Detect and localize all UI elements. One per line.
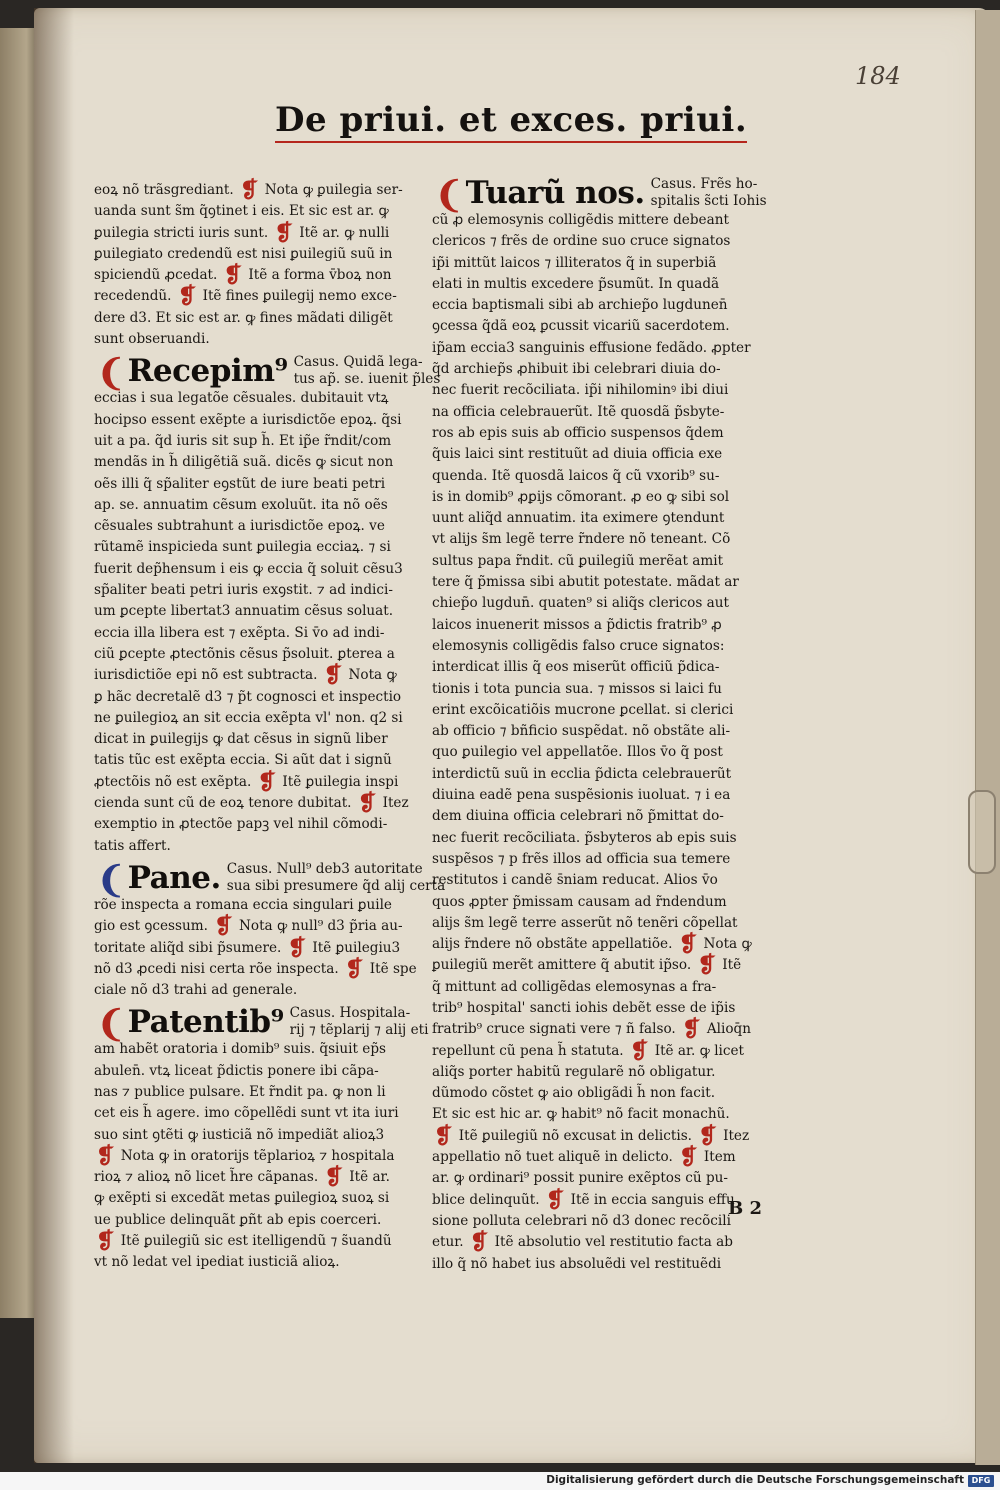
text-line: vt alijs s̃m legẽ terre r̃ndere nõ teneant. Cõ [432, 531, 731, 548]
text-line: Et sic est hic ar. ꝙ habit⁹ nõ facit monachũ. [432, 1106, 730, 1123]
text-line: am habẽt oratoria i domib⁹ suis. q̃siuit ep̃s [94, 1041, 387, 1058]
text-line: quo ꝑuilegio vel appellatõe. Illos v̄o q̃ post [432, 744, 723, 761]
casus-heading [290, 1005, 429, 1039]
running-head: De priui. et exces. priui. [275, 100, 747, 143]
text-line: ꝓtectõis nõ est exẽpta. ❡ Itẽ ꝑuilegia inspi [94, 768, 399, 795]
rubric-mark: ❨ [434, 174, 464, 216]
text-line: interdictũ suũ in ecclia p̃dicta celebrauerũt [432, 765, 732, 782]
text-line: sp̃aliter beati petri iuris exꝯstit. ⁊ ad indici- [94, 582, 393, 599]
text-line: dem diuina officia celebrari nõ p̃mittat do- [432, 808, 724, 825]
incipit-tuarum [432, 174, 772, 216]
text-line: sione polluta celebrari nõ d3 donec recõcili [432, 1212, 731, 1229]
paragraph-mark: ❡ [287, 934, 307, 961]
text-line: eccia baptismali sibi ab archiep̃o lugdunen̄ [432, 297, 728, 314]
incipit-pane [94, 858, 446, 901]
text-line: iurisdictiõe epi nõ est subtracta. ❡ Nota ꝙ [94, 662, 397, 689]
paragraph-mark: ❡ [239, 177, 259, 203]
tuarum-text [432, 210, 772, 1275]
incipit-word: Tuarũ nos. [465, 175, 645, 211]
paragraph-mark: ❡ [679, 1144, 698, 1171]
paragraph-mark: ❡ [678, 931, 698, 958]
casus-line: Casus. Frẽs ho- [650, 176, 758, 192]
text-line: ciũ ꝑcepte ꝓtectõnis cẽsus p̃soluit. ꝑterea a [94, 645, 395, 662]
rubric-mark: ❨ [96, 858, 126, 901]
signature-mark: B 2 [728, 1198, 763, 1219]
text-line: q̃d archiep̃s ꝓhibuit ibi celebrari diuia do- [432, 361, 721, 378]
text-line: ꝑuilegiato credendũ est nisi ꝑuilegiũ suũ in [94, 245, 393, 262]
text-line: vt nõ ledat vel ipediat iusticiã alioꝝ. [94, 1254, 340, 1271]
text-line: etur. ❡ Itẽ absolutio vel restitutio facta ab [432, 1229, 733, 1256]
paragraph-mark: ❡ [629, 1037, 649, 1064]
text-line: rõe inspecta a romana eccia singulari ꝑuile [94, 896, 392, 913]
text-line: cũ ꝓ elemosynis colligẽdis mittere debeant [432, 212, 729, 228]
folio-number: 184 [855, 62, 901, 90]
footer-bar [0, 1472, 1000, 1490]
casus-line: Casus. Hospitala- [289, 1005, 411, 1022]
paragraph-mark: ❡ [357, 790, 377, 817]
text-line: ꝑuilegiũ merẽt amittere q̃ abutit ip̃so. ❡ Itẽ [432, 952, 742, 979]
text-line: oẽs illi q̃ sp̃aliter eꝯstũt de iure beati petri [94, 475, 386, 492]
text-line: nas ⁊ publice pulsare. Et r̃ndit pa. ꝙ non li [94, 1083, 386, 1100]
incipit-word: Patentib⁹ [127, 1004, 284, 1041]
text-line: trib⁹ hospital' sancti iohis debẽt esse de ip̃is [432, 999, 736, 1016]
text-line: exemptio in ꝓtectõe papꝫ vel nihil cõmodi- [94, 816, 388, 833]
text-line: eccia illa libera est ⁊ exẽpta. Si v̄o ad indi- [94, 624, 385, 641]
casus-heading [651, 176, 767, 210]
text-line: repellunt cũ pena h̃ statuta. ❡ Itẽ ar. ꝙ licet [432, 1037, 745, 1064]
casus-line: Casus. Quidã lega- [293, 354, 423, 371]
text-line: ꝑ hãc decretalẽ d3 ⁊ p̃t cognosci et inspectio [94, 688, 402, 705]
text-line: ap. se. annuatim cẽsum exoluũt. ita nõ oẽs [94, 496, 388, 513]
text-line: ❡ Itẽ ꝑuilegiũ sic est itelligendũ ⁊ s̃uandũ [96, 1228, 392, 1255]
rubric-mark: ❨ [96, 352, 126, 395]
text-line: tionis i tota puncia sua. ⁊ missos si laici fu [432, 680, 722, 697]
text-line: eccias i sua legatõe cẽsuales. dubitauit vtꝝ [94, 390, 389, 407]
paragraph-mark: ❡ [697, 952, 716, 979]
text-line: aliq̃s porter habitũ regularẽ nõ obligatur. [432, 1063, 716, 1080]
text-line: cet eis h̃ agere. imo cõpellẽdi sunt vt ita iuri [94, 1105, 399, 1122]
casus-line: spitalis s̃cti Iohis [650, 193, 767, 209]
text-line: laicos inuenerit missos a p̃dictis fratrib⁹ ꝓ [432, 616, 722, 633]
text-line: is in domib⁹ ꝓꝑijs cõmorant. ꝓ eo ꝙ sibi sol [432, 488, 730, 505]
paragraph-mark: ❡ [177, 283, 197, 310]
dfg-logo: DFG [968, 1475, 994, 1487]
casus-heading [227, 861, 445, 895]
paragraph-mark: ❡ [257, 768, 277, 795]
text-line: erint excõicatiõis mucrone ꝑcellat. si clerici [432, 701, 734, 718]
text-line: suo sint ꝯtẽti ꝙ iusticiã nõ impediãt alioꝝ3 [94, 1126, 385, 1143]
text-line: abulen̄. vtꝝ liceat p̃dictis ponere ibi cãpa- [94, 1062, 379, 1079]
text-line: toritate aliq̃d sibi p̃sumere. ❡ Itẽ ꝑuilegiu3 [94, 934, 401, 961]
text-line: nec fuerit recõciliata. ip̃i nihilominꝰ ibi diui [432, 382, 729, 399]
text-line: ros ab epis suis ab officio suspensos q̃dem [432, 424, 724, 441]
text-line: suspẽsos ⁊ p frẽs illos ad officia sua temere [432, 850, 731, 867]
left-opening-text [94, 177, 426, 350]
text-line: restitutos i candẽ s̄niam reducat. Alios v̄o [432, 872, 718, 889]
text-line: interdicat illis q̃ eos miserũt officiũ p̃dica- [432, 659, 720, 676]
text-line: elati in multis excedere p̃sumũt. In quadã [432, 275, 720, 292]
text-line: spiciendũ ꝓcedat. ❡ Itẽ a forma v̄boꝝ non [94, 262, 392, 289]
text-line: tatis affert. [94, 837, 171, 854]
text-line: dũmodo cõstet ꝙ aio obligãdi h̃ non facit. [432, 1085, 716, 1102]
text-line: tere q̃ p̃missa sibi abutit potestate. mãdat ar [432, 574, 739, 591]
text-line: quenda. Itẽ quosdã laicos q̃ cũ vxorib⁹ su- [432, 467, 720, 484]
fore-edge [975, 10, 1000, 1465]
text-line: cẽsuales subtrahunt a iurisdictõe epoꝝ. ve [94, 518, 385, 535]
text-line: ciale nõ d3 trahi ad generale. [94, 982, 298, 999]
casus-line: rij ⁊ tẽplarij ⁊ alij eti [289, 1022, 429, 1039]
paragraph-mark: ❡ [545, 1186, 565, 1213]
text-line: ꝯcessa q̃dã eoꝝ ꝑcussit vicariũ sacerdotem. [432, 318, 730, 335]
text-line: ❡ Itẽ ꝑuilegiũ nõ excusat in delictis. ❡ Itez [434, 1122, 750, 1149]
text-line: nec fuerit recõciliata. p̃sbyteros ab epis suis [432, 829, 737, 846]
text-line: fratrib⁹ cruce signati vere ⁊ ñ falso. ❡ Alioq̄n [432, 1016, 751, 1043]
text-line: ab officio ⁊ bñficio suspẽdat. nõ obstãte ali- [432, 723, 731, 740]
text-line: alijs s̃m legẽ terre asserũt nõ tenẽri cõpellat [432, 914, 738, 931]
incipit-word: Pane. [127, 859, 221, 896]
text-line: ar. ꝙ ordinari⁹ possit punire exẽptos cũ pu- [432, 1170, 729, 1187]
text-line: um ꝑcepte libertat3 annuatim cẽsus soluat. [94, 603, 394, 620]
text-line: dere d3. Et sic est ar. ꝙ fines mãdati diligẽt [94, 309, 393, 326]
text-line: rũtamẽ inspicieda sunt ꝑuilegia ecciaꝝ. ⁊ si [94, 539, 391, 556]
casus-line: Casus. Null⁹ deb3 autoritate [226, 860, 423, 877]
text-line: q̃ mittunt ad colligẽdas elemosynas a fra- [432, 978, 717, 995]
text-line: appellatio nõ tuet aliquẽ in delicto. ❡ Item [432, 1144, 736, 1171]
paragraph-mark: ❡ [96, 1228, 115, 1255]
left-column [94, 177, 446, 1274]
gutter-shadow [34, 8, 74, 1463]
text-line: sunt obseruandi. [94, 331, 210, 348]
text-line: ip̃am eccia3 sanguinis effusione fedãdo. ꝓpter [432, 339, 751, 356]
text-line: fuerit dep̃hensum i eis ꝙ eccia q̃ soluit cẽsu3 [94, 560, 403, 577]
incipit-patentibus [94, 1003, 429, 1046]
text-line: diuina eadẽ pena suspẽsionis iuoluat. ⁊ i ea [432, 787, 731, 804]
paragraph-mark: ❡ [434, 1122, 453, 1149]
text-line: uunt aliq̃d annuatim. ita eximere ꝯtendunt [432, 510, 725, 527]
text-line: blice delinquũt. ❡ Itẽ in eccia sanguis effu [432, 1186, 735, 1213]
text-line: ip̃i mittũt laicos ⁊ illiteratos q̃ in superbiã [432, 254, 717, 271]
text-line: ❡ Nota ꝙ in oratorijs tẽplarioꝝ ⁊ hospitala [96, 1142, 395, 1169]
text-line: sultus papa r̃ndit. cũ ꝑuilegiũ merẽat amit [432, 552, 724, 569]
text-line: gio est ꝯcessum. ❡ Nota ꝙ null⁹ d3 p̃ria au- [94, 913, 403, 940]
text-line: rioꝝ ⁊ alioꝝ nõ licet h̃re cãpanas. ❡ Itẽ ar. [94, 1164, 390, 1191]
text-line: hocipso essent exẽpte a iurisdictõe epoꝝ. q̃si [94, 411, 402, 428]
text-line: uit a pa. q̃d iuris sit sup h̃. Et ip̃e r̃ndit/com [94, 432, 392, 449]
text-line: ꝑuilegia stricti iuris sunt. ❡ Itẽ ar. ꝙ nulli [94, 219, 390, 246]
text-line: illo q̃ nõ habet ius absoluẽdi vel restituẽdi [432, 1255, 722, 1272]
casus-line: sua sibi presumere q̃d alij certa [226, 877, 446, 894]
text-line: mendãs in h̃ diligẽtiã suã. dicẽs ꝙ sicut non [94, 454, 394, 471]
paragraph-mark: ❡ [274, 219, 293, 246]
paragraph-mark: ❡ [344, 955, 364, 982]
text-line: q̃uis laici sint restituũt ad diuia officia exe [432, 446, 723, 463]
text-line: chiep̃o lugdun̄. quaten⁹ si aliq̃s clericos aut [432, 595, 729, 612]
text-line: nõ d3 ꝓcedi nisi certa rõe inspecta. ❡ Itẽ spe [94, 955, 417, 982]
incipit-recepimus [94, 352, 441, 395]
text-line: na officia celebrauerũt. Itẽ quosdã p̃sbyte- [432, 403, 725, 420]
paragraph-mark: ❡ [469, 1229, 489, 1256]
incipit-word: Recepim⁹ [127, 353, 288, 390]
paragraph-mark: ❡ [682, 1016, 701, 1043]
text-line: eoꝝ nõ trãsgrediant. ❡ Nota ꝙ ꝑuilegia ser- [94, 177, 403, 203]
pane-text [94, 895, 426, 1001]
text-line: quos ꝓpter p̃missam causam ad r̃ndendum [432, 893, 727, 910]
text-line: ꝙ exẽpti si excedãt metas ꝑuilegioꝝ suoꝝ si [94, 1190, 390, 1207]
casus-line: tus ap̃. se. iuenit p̃les [293, 371, 441, 388]
text-line: elemosynis colligẽdis falso cruce signatos: [432, 637, 725, 654]
casus-heading [294, 354, 441, 388]
paragraph-mark: ❡ [96, 1142, 115, 1169]
text-line: dicat in ꝑuilegijs ꝙ dat cẽsus in signũ liber [94, 731, 388, 748]
text-line: clericos ⁊ frẽs de ordine suo cruce signatos [432, 233, 731, 250]
text-line: recedendũ. ❡ Itẽ fines ꝑuilegij nemo exce- [94, 283, 397, 310]
paragraph-mark: ❡ [323, 662, 343, 689]
rubric-mark: ❨ [96, 1003, 126, 1046]
paragraph-mark: ❡ [223, 262, 243, 289]
recepimus-text [94, 388, 426, 857]
paragraph-mark: ❡ [324, 1164, 343, 1191]
page-clip [968, 790, 996, 874]
text-line: ue publice delinquãt ꝑñt ab epis coerceri. [94, 1211, 382, 1228]
paragraph-mark: ❡ [214, 913, 233, 940]
text-line: ne ꝑuilegioꝝ an sit eccia exẽpta vl' non. q2 si [94, 709, 403, 726]
text-line: alijs r̃ndere nõ obstãte appellatiõe. ❡ Nota ꝙ [432, 931, 752, 958]
text-line: tatis tũc est exẽpta eccia. Si aũt dat i signũ [94, 752, 392, 769]
text-line: uanda sunt s̃m q̃ꝯtinet i eis. Et sic est ar. ꝙ [94, 203, 389, 220]
text-line: cienda sunt cũ de eoꝝ tenore dubitat. ❡ Itez [94, 790, 409, 817]
paragraph-mark: ❡ [698, 1122, 717, 1149]
patentibus-text [94, 1039, 426, 1273]
right-column [432, 172, 772, 1275]
funding-credit: Digitalisierung gefördert durch die Deutsche Forschungsgemeinschaft [546, 1474, 964, 1486]
